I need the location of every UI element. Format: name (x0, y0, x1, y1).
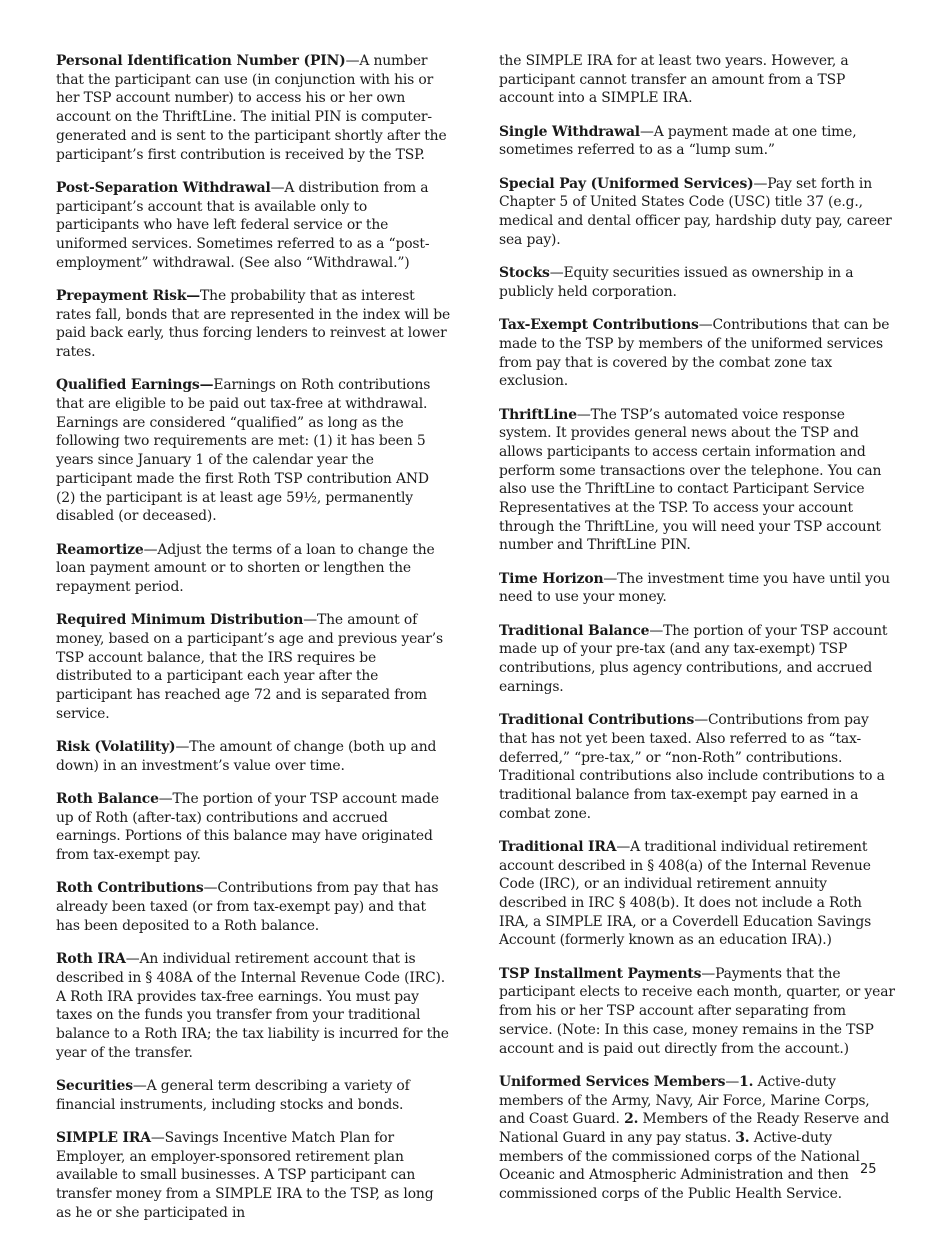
glossary-term: TSP Installment Payments (499, 965, 702, 982)
glossary-entry: Traditional Contributions—Contributions from pay that has not yet been taxed. Also referred to as “tax-deferred,” “pre-tax,” or “non-Roth” contributions. Traditional contributions also include contributions to a traditional balance from tax-exempt pay earned in a combat zone. (499, 712, 885, 822)
glossary-entry: Roth IRA—An individual retirement account that is described in § 408A of the Internal Revenue Code (IRC). A Roth IRA provides tax-free earnings. You must pay taxes on the funds you transfer from your traditional balance to a Roth IRA; the tax liability is incurred for the year of the transfer. (56, 951, 449, 1061)
glossary-entry (56, 287, 452, 362)
glossary-definition: Adjust the terms of a loan to change the loan payment amount or to shorten or lengthen the repayment period. (56, 541, 435, 595)
list-number: 3. (735, 1129, 750, 1146)
glossary-entry: ThriftLine—The TSP’s automated voice response system. It provides general news about the TSP and allows participants to access certain information and perform some transactions over the telephone. You can also use the ThriftLine to contact Participant Service Representatives at the TSP. To access your account through the ThriftLine, you will need your TSP account number and ThriftLine PIN. (499, 406, 882, 554)
glossary-definition: An individual retirement account that is described in § 408A of the Internal Revenue Code (IRC). A Roth IRA provides tax-free earnings. You must pay taxes on the funds you transfer from your traditional balance to a Roth IRA; the tax liability is incurred for the year of the transfer. (56, 951, 449, 1061)
glossary-term: SIMPLE IRA (56, 1129, 151, 1146)
glossary-definition: Earnings on Roth contributions that are eligible to be paid out tax-free at withdrawal. Earnings are considered “qualified” as long as the following two requirements are met: (1) it has been 5 years since January 1 of the calendar year the participant made the first Roth TSP contribution AND (2) the participant is at least age 59½, permanently disabled (or deceased). (56, 377, 431, 525)
glossary-term: Risk (Volatility) (56, 739, 176, 756)
glossary-entry: Securities—A general term describing a variety of financial instruments, including stocks and bonds. (56, 1077, 410, 1113)
glossary-entry: Post-Separation Withdrawal—A distribution from a participant’s account that is available only to participants who have left federal service or the uniformed services. Sometimes referred to as a “post-employment” withdrawal. (See also “Withdrawal.”) (56, 179, 430, 271)
glossary-entry: Time Horizon—The investment time you have until you need to use your money. (499, 570, 890, 606)
glossary-entry: TSP Installment Payments—Payments that the participant elects to receive each month, quarter, or year from his or her TSP account after separating from service. (Note: In this case, money remains in the TSP account and is paid out directly from the account.) (499, 965, 895, 1057)
glossary-entry: Traditional IRA—A traditional individual retirement account described in § 408(a) of the Internal Revenue Code (IRC), or an individual retirement annuity described in IRC § 408(b). It does not include a Roth IRA, a SIMPLE IRA, or a Coverdell Education Savings Account (formerly known as an education IRA).) (499, 838, 872, 949)
glossary-entry: Required Minimum Distribution—The amount of money, based on a participant’s age and previous year’s TSP account balance, that the IRS requires be distributed to a participant each year after the participant has reached age 72 and is separated from service. (56, 612, 444, 722)
glossary-definition: The investment time you have until you need to use your money. (499, 570, 890, 606)
glossary-definition: A distribution from a participant’s account that is available only to participants who have left federal service or the uniformed services. Sometimes referred to as a “post-employment” withdrawal. (See also “Withdrawal.”) (56, 179, 430, 271)
glossary-term: Traditional Contributions (499, 712, 695, 729)
glossary-entry: Roth Balance—The portion of your TSP account made up of Roth (after-tax) contributions and accrued earnings. Portions of this balance may have originated from tax-exempt pay. (56, 791, 439, 864)
glossary-definition: A payment made at one time, sometimes referred to as a “lump sum.” (499, 123, 857, 159)
glossary-term: Roth IRA (56, 951, 126, 968)
glossary-definition: Contributions from pay that has not yet been taxed. Also referred to as “tax-deferred,” “pre-tax,” or “non-Roth” contributions. Traditional contributions also include contributions to a traditional balance from tax-exempt pay earned in a combat zone. (499, 712, 885, 822)
glossary-term: Qualified Earnings— (56, 377, 214, 394)
glossary-term: Prepayment Risk— (56, 287, 201, 304)
glossary-entry-uniformed-services: Uniformed Services Members—1. Active-duty members of the Army, Navy, Air Force, Marine Corps, and Coast Guard. 2. Members of the Ready Reserve and National Guard in any pay status. 3. Active-duty members of the commissioned corps of the National Oceanic and Atmospheric Administration and then commissioned corps of the Public Health Service. (499, 1073, 890, 1203)
glossary-entry: Special Pay (Uniformed Services)—Pay set forth in Chapter 5 of United States Code (USC) title 37 (e.g., medical and dental officer pay, hardship duty pay, career sea pay). (499, 175, 892, 248)
glossary-entry (56, 376, 452, 526)
glossary-term: Securities (56, 1077, 133, 1094)
glossary-term: Required Minimum Distribution (56, 612, 304, 629)
glossary-definition: The amount of change (both up and down) in an investment’s value over time. (56, 739, 437, 774)
glossary-definition: The portion of your TSP account made up of your pre-tax (and any tax-exempt) TSP contributions, plus agency contributions, and accrued earnings. (499, 622, 888, 695)
glossary-term: Time Horizon (499, 570, 604, 587)
glossary-definition: Savings Incentive Match Plan for Employer, an employer-sponsored retirement plan available to small businesses. A TSP participant can transfer money from a SIMPLE IRA to the TSP, as long as he or she participated in (56, 1129, 434, 1221)
glossary-term: Uniformed Services Members (499, 1073, 726, 1090)
glossary-term: Reamortize (56, 541, 144, 558)
glossary-entry: Risk (Volatility)—The amount of change (both up and down) in an investment’s value over time. (56, 739, 437, 774)
glossary-definition: Active-duty members of the Army, Navy, Air Force, Marine Corps, and Coast Guard. (499, 1073, 870, 1128)
glossary-definition: The portion of your TSP account made up of Roth (after-tax) contributions and accrued earnings. Portions of this balance may have originated from tax-exempt pay. (56, 791, 439, 864)
glossary-term: Personal Identification Number (PIN) (56, 53, 346, 69)
list-number: 2. (624, 1111, 639, 1128)
glossary-term: Roth Contributions (56, 880, 204, 897)
glossary-definition: The probability that as interest rates fall, bonds that are represented in the index will be paid back early, thus forcing lenders to reinvest at lower rates. (56, 287, 451, 361)
glossary-definition: The amount of money, based on a participant’s age and previous year’s TSP account balance, that the IRS requires be distributed to a participant each year after the participant has reached age 72 and is separated from service. (56, 612, 444, 722)
glossary-entry: Roth Contributions—Contributions from pay that has already been taxed (or from tax-exempt pay) and that has been deposited to a Roth balance. (56, 880, 439, 934)
glossary-definition: Contributions that can be made to the TSP by members of the uniformed services from pay that is covered by the combat zone tax exclusion. (499, 317, 890, 390)
glossary-definition: Contributions from pay that has already been taxed (or from tax-exempt pay) and that has been deposited to a Roth balance. (56, 880, 439, 934)
glossary-entry: Traditional Balance—The portion of your TSP account made up of your pre-tax (and any tax-exempt) TSP contributions, plus agency contributions, and accrued earnings. (499, 622, 888, 695)
glossary-term: Special Pay (Uniformed Services) (499, 175, 754, 192)
glossary-right-column (499, 52, 895, 1218)
glossary-term: Single Withdrawal (499, 123, 640, 140)
glossary-definition: A number that the participant can use (in conjunction with his or her TSP account number) to access his or her own account on the ThriftLine. The initial PIN is computer-generated and is sent to the participant shortly after the participant’s first contribution is received by the TSP. (56, 53, 447, 163)
glossary-term: Tax-Exempt Contributions (499, 317, 699, 334)
glossary-term: Roth Balance (56, 791, 159, 808)
glossary-term: Traditional Balance (499, 622, 650, 639)
glossary-entry: Stocks—Equity securities issued as ownership in a publicly held corporation. (499, 265, 854, 300)
glossary-term: ThriftLine (499, 406, 577, 423)
glossary-entry: Personal Identification Number (PIN)—A number that the participant can use (in conjunction with his or her TSP account number) to access his or her own account on the ThriftLine. The initial PIN is computer-generated and is sent to the participant shortly after the participant’s first contribution is received by the TSP. (56, 53, 447, 163)
glossary-definition: Payments that the participant elects to receive each month, quarter, or year from his or her TSP account after separating from service. (Note: In this case, money remains in the TSP account and is paid out directly from the account.) (499, 965, 895, 1057)
glossary-definition: Members of the Ready Reserve and National Guard in any pay status. (499, 1111, 890, 1146)
glossary-continuation: the SIMPLE IRA for at least two years. However, a participant cannot transfer an amount from a TSP account into a SIMPLE IRA. (499, 53, 849, 107)
glossary-entry: SIMPLE IRA—Savings Incentive Match Plan for Employer, an employer-sponsored retirement plan available to small businesses. A TSP participant can transfer money from a SIMPLE IRA to the TSP, as long as he or she participated in (56, 1129, 434, 1221)
glossary-definition: Pay set forth in Chapter 5 of United States Code (USC) title 37 (e.g., medical and dental officer pay, hardship duty pay, career sea pay). (499, 175, 892, 248)
list-number: 1. (739, 1073, 754, 1090)
glossary-entry: Tax-Exempt Contributions—Contributions that can be made to the TSP by members of the uniformed services from pay that is covered by the combat zone tax exclusion. (499, 317, 890, 390)
glossary-definition: Active-duty members of the commissioned corps of the National Oceanic and Atmospheric Administration and then commissioned corps of the Public Health Service. (499, 1129, 860, 1203)
glossary-definition: The TSP’s automated voice response system. It provides general news about the TSP and allows participants to access certain information and perform some transactions over the telephone. You can also use the ThriftLine to contact Participant Service Representatives at the TSP. To access your account through the ThriftLine, you will need your TSP account number and ThriftLine PIN. (499, 406, 882, 554)
glossary-term: Post-Separation Withdrawal (56, 179, 271, 196)
glossary-definition: A general term describing a variety of financial instruments, including stocks and bonds. (56, 1077, 410, 1113)
glossary-entry: Reamortize—Adjust the terms of a loan to change the loan payment amount or to shorten or lengthen the repayment period. (56, 541, 435, 595)
glossary-term: Traditional IRA (499, 838, 617, 855)
glossary-left-column (56, 52, 452, 1237)
glossary-term: Stocks (499, 265, 550, 282)
glossary-definition: A traditional individual retirement account described in § 408(a) of the Internal Revenue Code (IRC), or an individual retirement annuity described in IRC § 408(b). It does not include a Roth IRA, a SIMPLE IRA, or a Coverdell Education Savings Account (formerly known as an education IRA).) (499, 838, 872, 949)
glossary-entry: Single Withdrawal—A payment made at one time, sometimes referred to as a “lump sum.” (499, 123, 857, 159)
glossary-definition: Equity securities issued as ownership in a publicly held corporation. (499, 265, 854, 300)
page-number: 25 (860, 1162, 877, 1177)
